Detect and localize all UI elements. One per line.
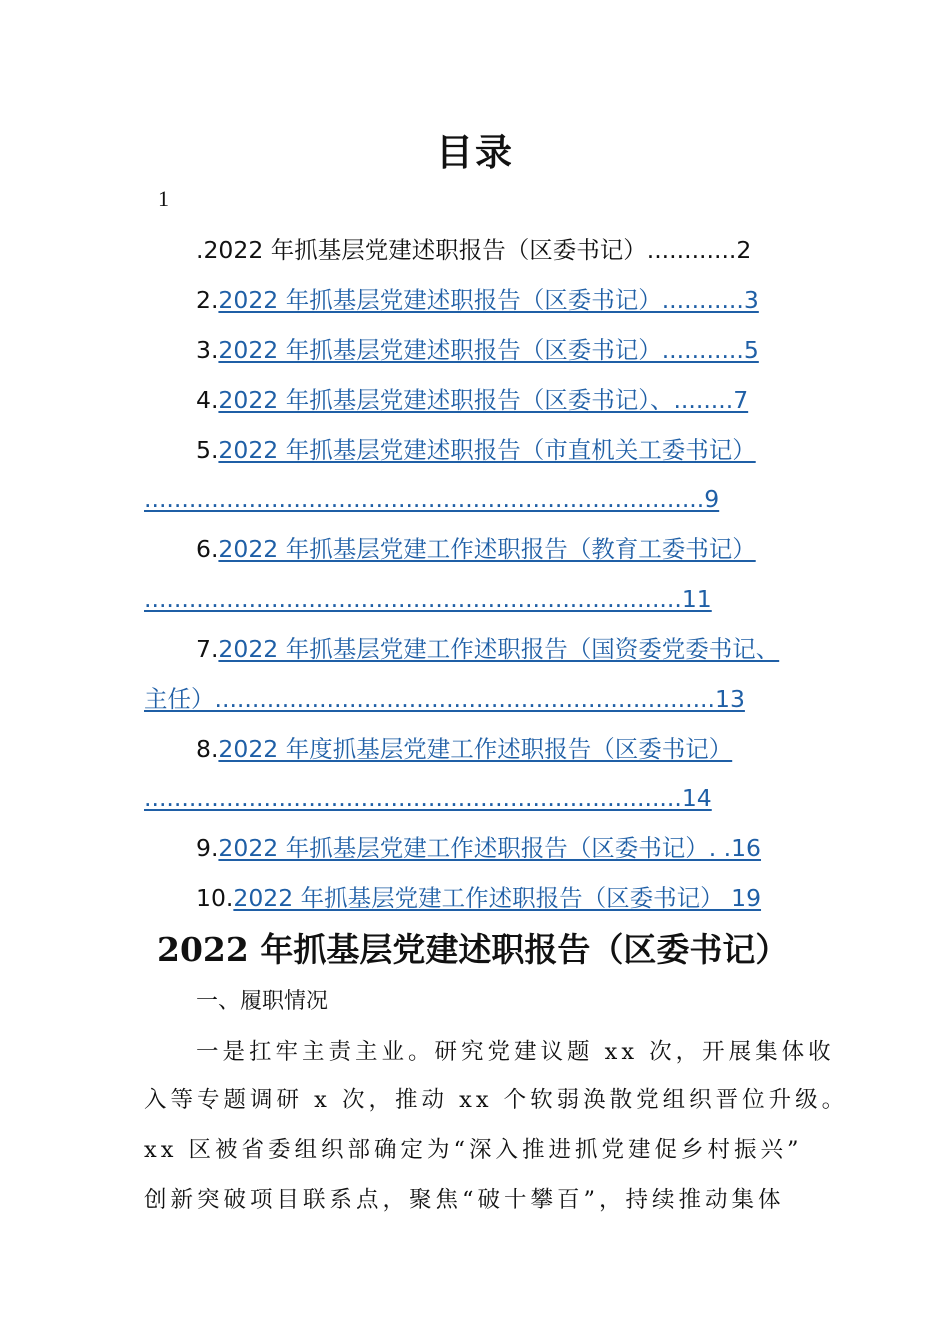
body-text-line: xx 区被省委组织部确定为“深入推进抓党建促乡村振兴” [144,1137,803,1163]
toc-entry-8-page-link[interactable]: ........................................................................14 [144,784,712,812]
toc-entry-6-continuation[interactable] [144,584,712,614]
toc-entry-7-continuation[interactable] [144,684,745,714]
toc-entry-1-link[interactable]: .2022 年抓基层党建述职报告（区委书记）............2 [196,236,752,264]
toc-entry-7[interactable] [196,634,779,664]
toc-entry-2-link[interactable]: 2022 年抓基层党建述职报告（区委书记）...........3 [218,286,759,314]
toc-entry-number: 9. [196,834,219,862]
toc-entry-5-page-link[interactable]: ...........................................................................9 [144,485,720,513]
toc-entry-5-continuation[interactable] [144,484,719,514]
toc-entry-number: 8. [196,735,219,763]
toc-entry-4-link[interactable]: 2022 年抓基层党建述职报告（区委书记）、........7 [218,386,749,414]
toc-entry-2[interactable] [196,285,759,315]
toc-entry-3-link[interactable]: 2022 年抓基层党建述职报告（区委书记）...........5 [218,336,759,364]
body-text-line: 创新突破项目联系点，聚焦“破十攀百”，持续推动集体 [144,1187,785,1213]
toc-entry-number: 10. [196,884,234,912]
toc-entry-8-continuation[interactable] [144,783,712,813]
toc-entry-3[interactable] [196,335,759,365]
body-text-line: 入等专题调研 x 次，推动 xx 个软弱涣散党组织晋位升级。 [144,1087,849,1113]
toc-entry-8-link[interactable]: 2022 年度抓基层党建工作述职报告（区委书记） [218,735,733,763]
toc-entry-10-link[interactable]: 2022 年抓基层党建工作述职报告（区委书记） 19 [233,884,762,912]
toc-entry-10[interactable] [196,883,761,913]
list-marker: 1 [158,186,169,211]
toc-entry-number: 5. [196,436,219,464]
toc-entry-5-link[interactable]: 2022 年抓基层党建述职报告（市直机关工委书记） [218,436,756,464]
body-text-line: 一是扛牢主责主业。研究党建议题 xx 次，开展集体收 [196,1039,835,1065]
toc-entry-8[interactable] [196,734,732,764]
toc-entry-9[interactable] [196,833,761,863]
toc-entry-6-page-link[interactable]: ........................................................................11 [144,585,712,613]
toc-entry-number: 2. [196,286,219,314]
toc-entry-5[interactable] [196,435,756,465]
toc-entry-6[interactable] [196,534,756,564]
report-title: 2022 年抓基层党建述职报告（区委书记） [157,930,789,969]
toc-entry-number: 3. [196,336,219,364]
toc-entry-7-link[interactable]: 2022 年抓基层党建工作述职报告（国资委党委书记、 [218,635,780,663]
toc-entry-4[interactable] [196,385,748,415]
section-heading: 一、履职情况 [196,989,329,1014]
toc-entry-number: 4. [196,386,219,414]
toc-entry-9-link[interactable]: 2022 年抓基层党建工作述职报告（区委书记）. .16 [218,834,762,862]
toc-entry-number: 6. [196,535,219,563]
toc-entry-6-link[interactable]: 2022 年抓基层党建工作述职报告（教育工委书记） [218,535,756,563]
toc-entry-number: 7. [196,635,219,663]
toc-title: 目录 [436,130,514,174]
toc-entry-1[interactable] [196,235,751,265]
toc-entry-7-page-link[interactable]: 主任）...................................................................13 [144,685,745,713]
